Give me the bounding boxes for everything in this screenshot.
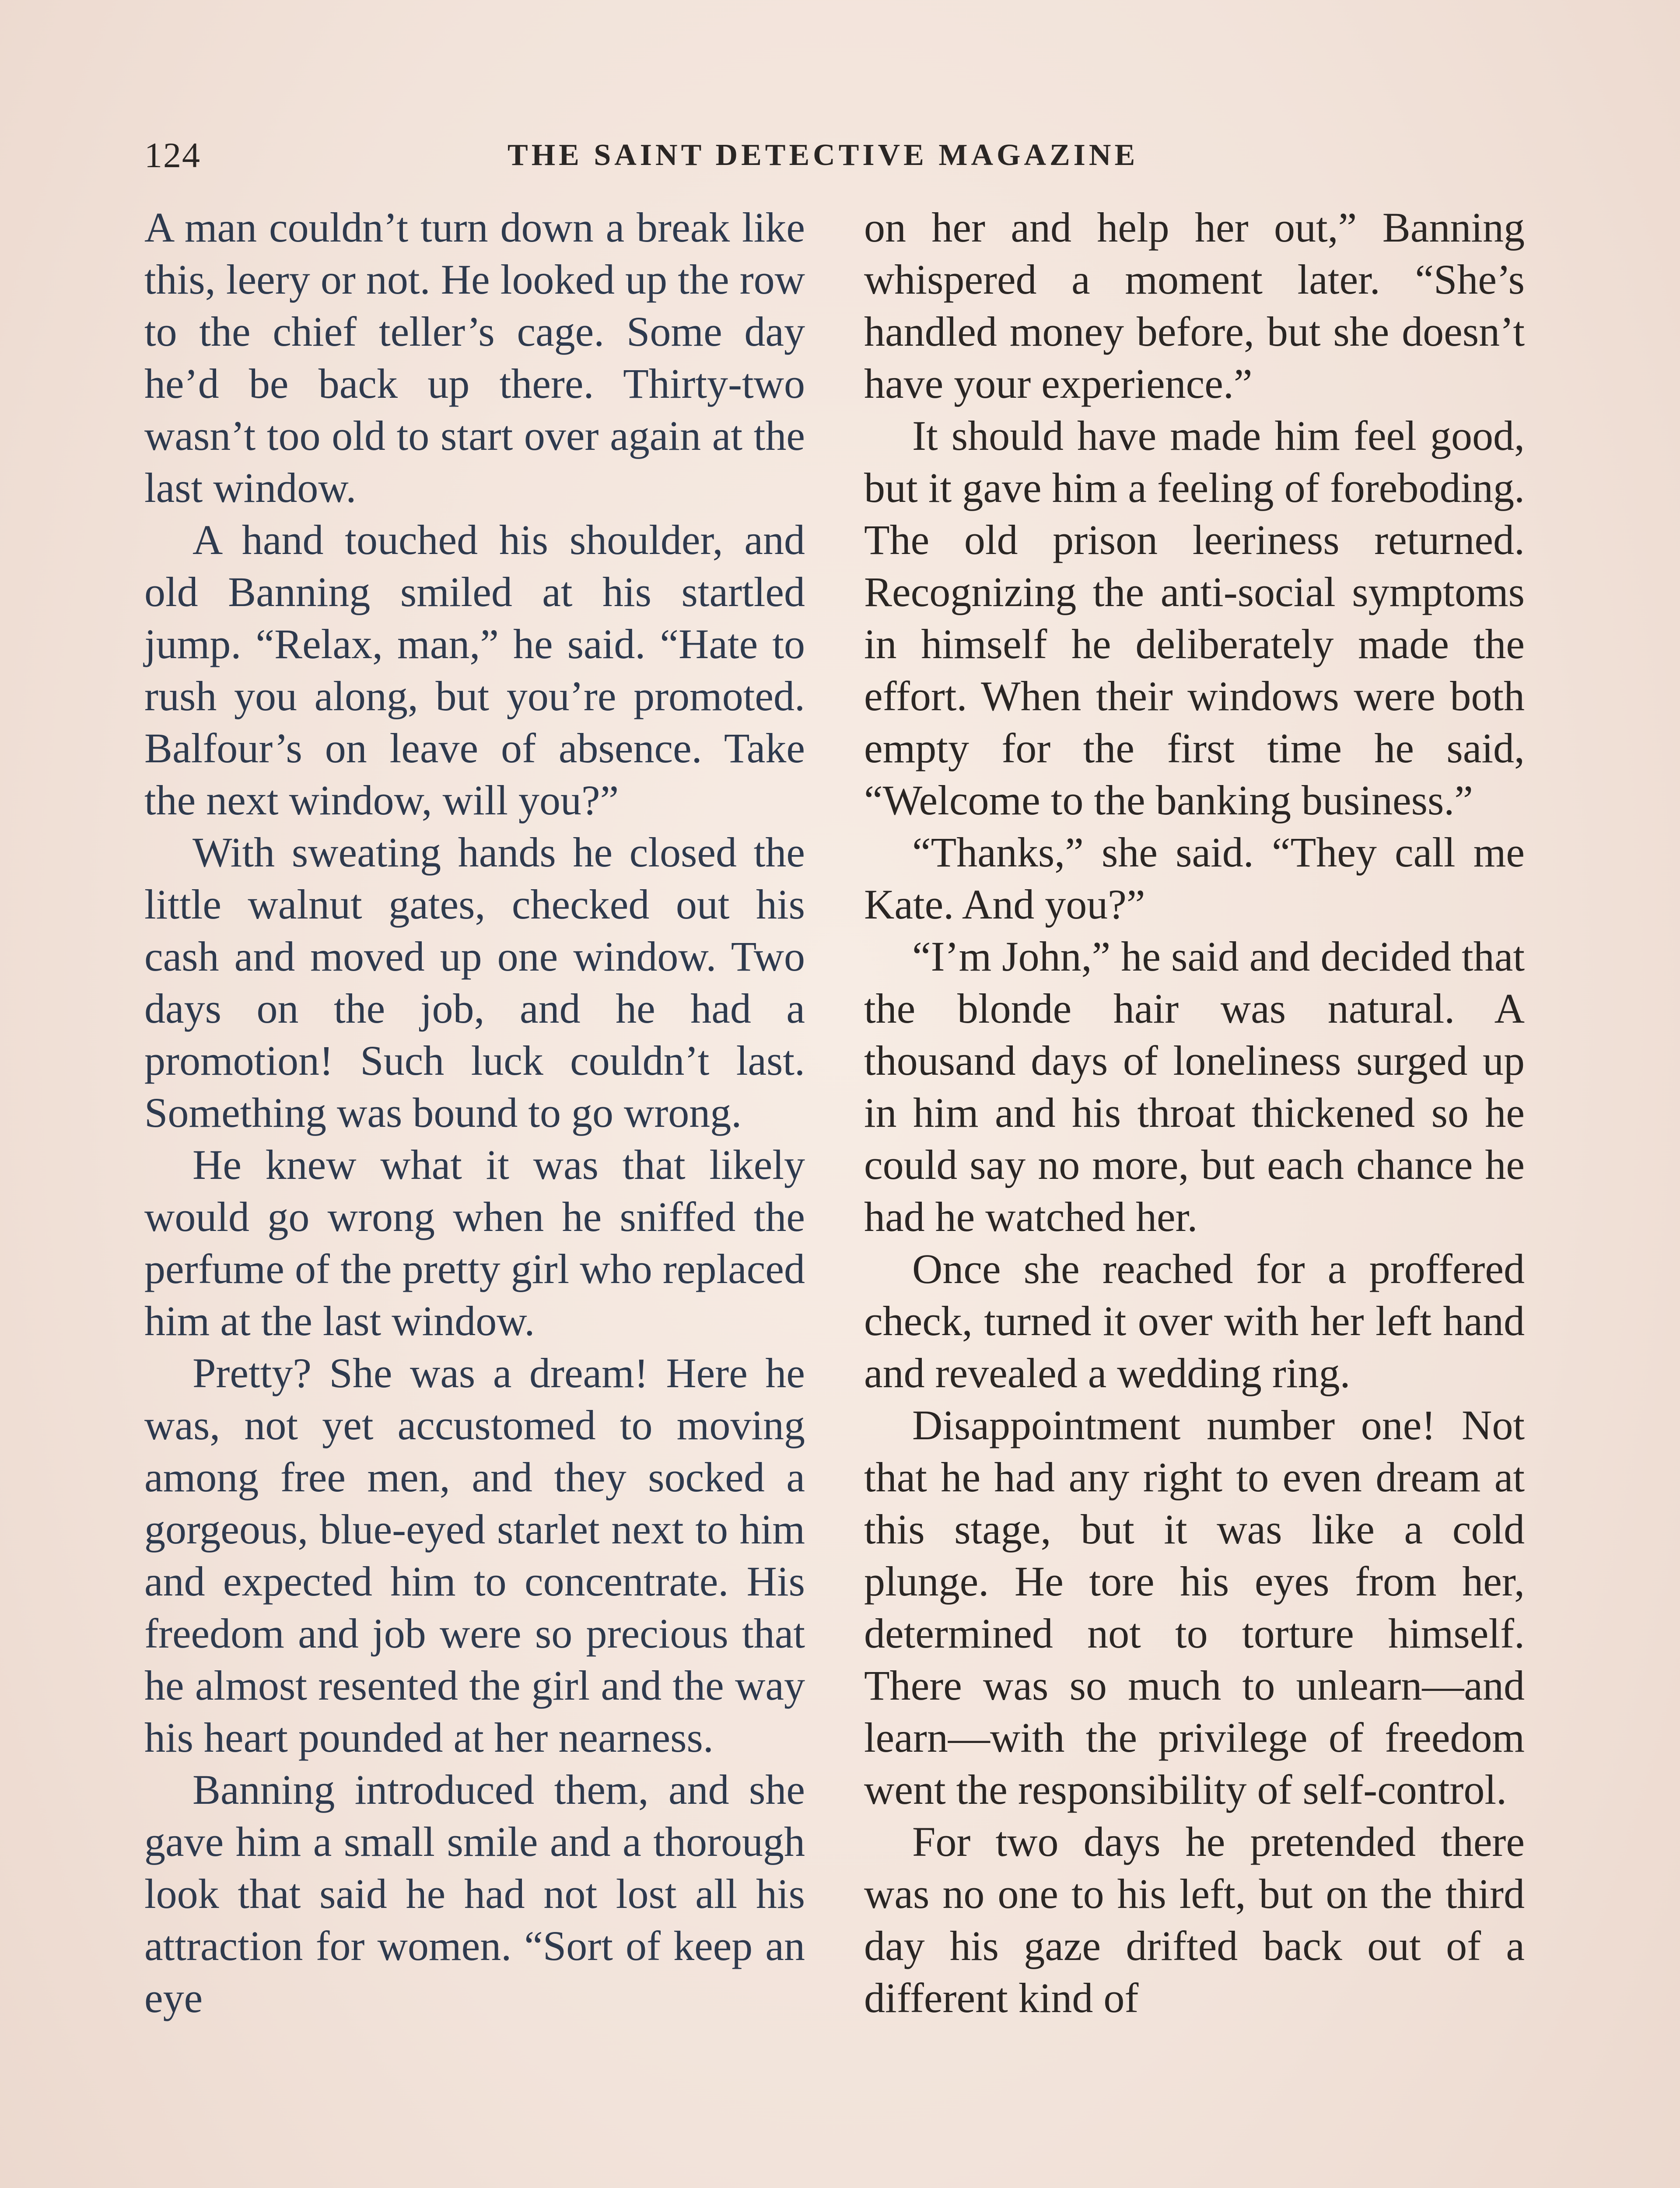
paragraph: A hand touched his shoulder, and old Banning smiled at his startled jump. “Relax, man,” he said. “Hate to rush you along, but you’re promoted. Balfour’s on leave of absence. Take the next window, will you?” <box>144 516 805 824</box>
paragraph: Once she reached for a proffered check, turned it over with her left hand and revealed a wedding ring. <box>864 1245 1525 1396</box>
running-head <box>144 131 1536 179</box>
paragraph: “I’m John,” he said and decided that the blonde hair was natural. A thousand days of loneliness surged up in him and his throat thickened so he could say no more, but each chance he had he watched her. <box>864 933 1525 1240</box>
paragraph: For two days he pretended there was no one to his left, but on the third day his gaze drifted back out of a different kind of <box>864 1818 1525 2021</box>
paragraph: He knew what it was that likely would go wrong when he sniffed the perfume of the pretty girl who replaced him at the last window. <box>144 1141 805 1344</box>
magazine-title: THE SAINT DETECTIVE MAGAZINE <box>508 138 1139 172</box>
paragraph: on her and help her out,” Banning whispered a moment later. “She’s handled money before, but she doesn’t have your experience.” <box>864 204 1525 407</box>
paragraph: “Thanks,” she said. “They call me Kate. And you?” <box>864 829 1525 928</box>
paragraph: Pretty? She was a dream! Here he was, not yet accustomed to moving among free men, and they socked a gorgeous, blue-eyed starlet next to him and expected him to concentrate. His freedom and job were so precious that he almost resented the girl and the way his heart pounded at her nearness. <box>144 1350 805 1761</box>
paragraph: A man couldn’t turn down a break like this, leery or not. He looked up the row to the chief teller’s cage. Some day he’d be back up there. Thirty-two wasn’t too old to start over again at the last window. <box>144 204 805 511</box>
paragraph: Disappointment number one! Not that he had any right to even dream at this stage, but it was like a cold plunge. He tore his eyes from her, determined not to torture himself. There was so much to unlearn—and learn—with the privilege of freedom went the responsibility of self-control. <box>864 1402 1525 1813</box>
paragraph: Banning introduced them, and she gave him a small smile and a thorough look that said he had not lost all his attraction for women. “Sort of keep an eye <box>144 1766 805 2021</box>
paragraph: With sweating hands he closed the little walnut gates, checked out his cash and moved up one window. Two days on the job, and he had a promotion! Such luck couldn’t last. Something was bound to go wrong. <box>144 829 805 1136</box>
page-number: 124 <box>144 135 201 175</box>
right-column <box>864 201 1525 2024</box>
paragraph: It should have made him feel good, but it gave him a feeling of foreboding. The old prison leeriness returned. Recognizing the anti-social symptoms in himself he deliberately made the effort. When their windows were both empty for the first time he said, “Welcome to the banking business.” <box>864 412 1525 824</box>
left-column <box>144 201 805 2024</box>
